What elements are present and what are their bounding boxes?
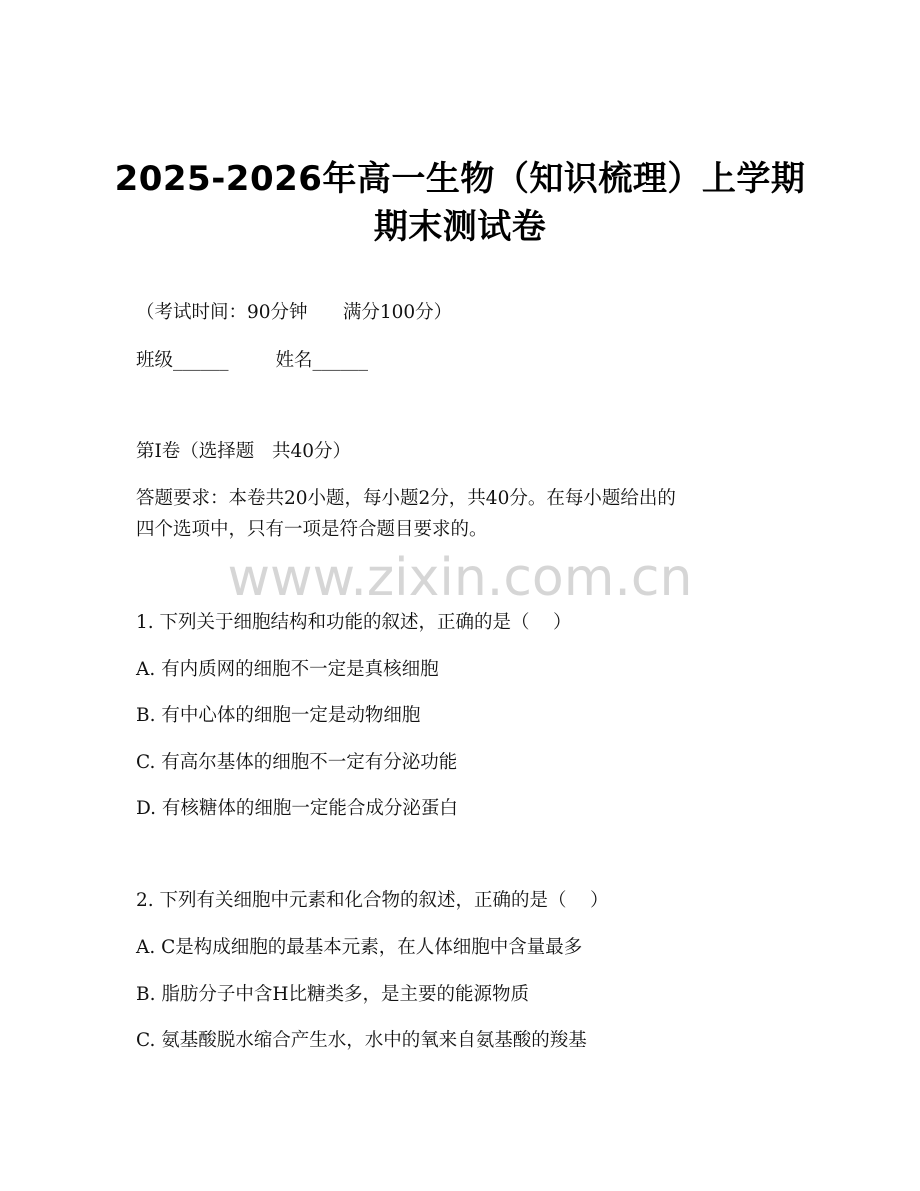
question-2-option-c: C. 氨基酸脱水缩合产生水，水中的氧来自氨基酸的羧基 xyxy=(136,1030,587,1051)
section-requirement-line2: 四个选项中，只有一项是符合题目要求的。 xyxy=(136,519,488,540)
question-2-option-b: B. 脂肪分子中含H比糖类多，是主要的能源物质 xyxy=(136,984,529,1005)
question-2-stem: 2. 下列有关细胞中元素和化合物的叙述，正确的是（ ） xyxy=(136,890,609,911)
question-2-option-a: A. C是构成细胞的最基本元素，在人体细胞中含量最多 xyxy=(136,937,583,958)
class-name-fields: 班级______ 姓名______ xyxy=(136,350,369,371)
section-requirement-line1: 答题要求：本卷共20小题，每小题2分，共40分。在每小题给出的 xyxy=(136,488,676,509)
exam-time-score: （考试时间：90分钟 满分100分） xyxy=(136,302,453,323)
section-title: 第I卷（选择题 共40分） xyxy=(136,441,351,462)
question-1-option-a: A. 有内质网的细胞不一定是真核细胞 xyxy=(136,659,439,680)
question-1-option-c: C. 有高尔基体的细胞不一定有分泌功能 xyxy=(136,752,458,773)
question-1-stem: 1. 下列关于细胞结构和功能的叙述，正确的是（ ） xyxy=(136,612,572,633)
exam-title-line2: 期末测试卷 xyxy=(373,207,547,247)
watermark: www.zixin.com.cn xyxy=(227,548,693,608)
question-1-option-b: B. 有中心体的细胞一定是动物细胞 xyxy=(136,705,421,726)
question-1-option-d: D. 有核糖体的细胞一定能合成分泌蛋白 xyxy=(136,798,458,819)
exam-title-line1: 2025-2026年高一生物（知识梳理）上学期 xyxy=(114,159,806,199)
